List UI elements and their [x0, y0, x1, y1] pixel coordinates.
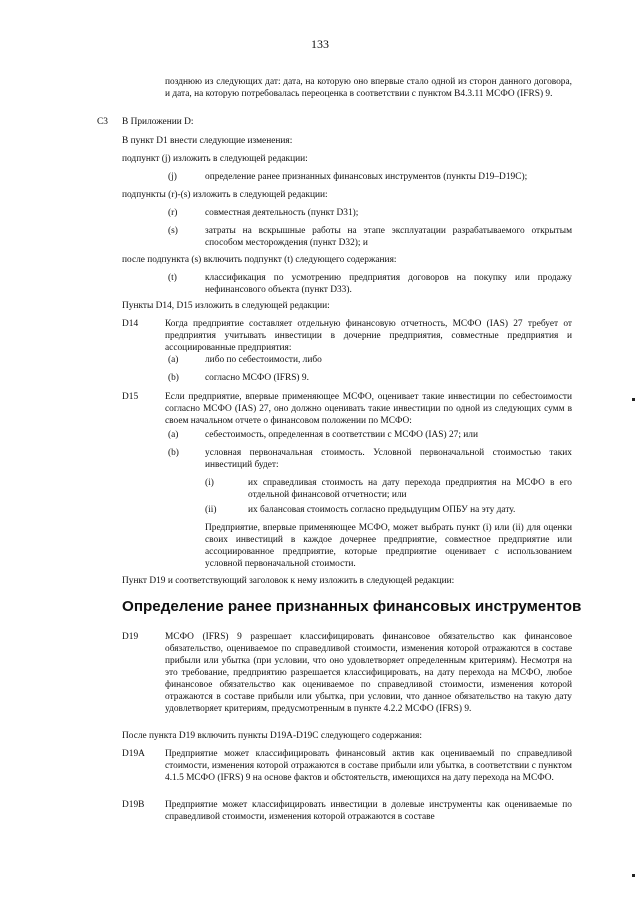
item-text-r: совместная деятельность (пункт D31); — [205, 208, 359, 218]
para-text-d15: Если предприятие, впервые применяющее МСФО, оценивает такие инвестиции по себестоимости согласно МСФО (IAS) 27, оно должно оценивать такие инвестиции по одной из следующих сумм в своем начальном отчете о финансовом положении по МСФО: — [165, 392, 572, 426]
scan-mark — [632, 398, 635, 401]
instruction-d14-d15: Пункты D14, D15 изложить в следующей редакции: — [122, 301, 330, 311]
item-text-d15-a: себестоимость, определенная в соответствии с МСФО (IAS) 27; или — [205, 430, 478, 440]
item-text-d14-a: либо по себестоимости, либо — [205, 355, 322, 365]
instruction-d1: В пункт D1 внести следующие изменения: — [122, 136, 293, 146]
item-label-d15-i: (i) — [205, 478, 214, 488]
item-label-d15-b: (b) — [168, 448, 179, 458]
item-text-d14-b: согласно МСФО (IFRS) 9. — [205, 373, 309, 383]
item-text-d15-i: их справедливая стоимость на дату перехода предприятия на МСФО в его отдельной финансовой отчетности; или — [248, 478, 572, 500]
para-label-d15: D15 — [122, 392, 139, 402]
scan-mark — [632, 874, 635, 877]
para-text-d19a: Предприятие может классифицировать финансовый актив как оцениваемый по справедливой стоимости, изменения которой отражаются в составе прибыли или убытка, в соответствии с пунктом 4.1.5 МСФО (IFRS) 9 на основе фактов и обстоятельств, имеющихся на дату перехода на МСФО. — [165, 749, 572, 783]
para-text-d19: МСФО (IFRS) 9 разрешает классифицировать финансовое обязательство как финансовое обязательство, оцениваемое по справедливой стоимости, изменения которой отражаются в составе прибыли или убытка (при условии, что оно удовлетворяет определенным критериям). Несмотря на это требование, предприятию разрешается классифицировать, на дату перехода на МСФО, любое финансовое обязательство как оцениваемое по справедливой стоимости, изменения которой отражаются в составе прибыли или убытка, при условии, что данное обязательство на такую дату удовлетворяет критериям, предусмотренным в пункте 4.2.2 МСФО (IFRS) 9. — [165, 632, 572, 714]
para-label-d14: D14 — [122, 319, 139, 329]
section-title-c3: В Приложении D: — [122, 117, 194, 127]
item-label-s: (s) — [168, 226, 178, 236]
item-text-j: определение ранее признанных финансовых инструментов (пункты D19–D19C); — [205, 172, 528, 182]
section-label-c3: C3 — [97, 117, 108, 127]
item-label-t: (t) — [168, 273, 177, 283]
para-text-d14: Когда предприятие составляет отдельную финансовую отчетность, МСФО (IAS) 27 требует от предприятия учитывать инвестиции в дочерние предприятия, совместные предприятия и ассоциированные предприятия: — [165, 319, 572, 353]
instruction-sub-j: подпункт (j) изложить в следующей редакции: — [122, 154, 308, 164]
item-text-d15-b: условная первоначальная стоимость. Условной первоначальной стоимостью таких инвестиций будет: — [205, 448, 572, 470]
item-text-t: классификация по усмотрению предприятия договоров на покупку или продажу нефинансового объекта (пункт D33). — [205, 273, 572, 295]
instruction-sub-rs: подпункты (r)-(s) изложить в следующей редакции: — [122, 190, 328, 200]
section-heading: Определение ранее признанных финансовых инструментов — [122, 598, 582, 615]
para-label-d19: D19 — [122, 632, 139, 642]
instruction-sub-t: после подпункта (s) включить подпункт (t) следующего содержания: — [122, 255, 397, 265]
para-label-d19a: D19A — [122, 749, 145, 759]
item-label-r: (r) — [168, 208, 178, 218]
item-text-d15-ii: их балансовая стоимость согласно предыдущим ОПБУ на эту дату. — [248, 505, 516, 515]
para-text-d15-choice: Предприятие, впервые применяющее МСФО, может выбрать пункт (i) или (ii) для оценки своих инвестиций в каждое дочернее предприятие, совместное предприятие или ассоциированное предприятие, которые предприятие оценивает с использованием условной первоначальной стоимости. — [205, 523, 572, 569]
instruction-d19a-d19c: После пункта D19 включить пункты D19A-D19C следующего содержания: — [122, 731, 422, 741]
item-label-d15-a: (a) — [168, 430, 179, 440]
item-label-d14-b: (b) — [168, 373, 179, 383]
continuation-paragraph: позднюю из следующих дат: дата, на которую оно впервые стало одной из сторон данного договора, и дата, на которую потребовалась переоценка в соответствии с пунктом B4.3.11 МСФО (IFRS) 9. — [165, 77, 572, 99]
item-label-d15-ii: (ii) — [205, 505, 217, 515]
item-text-s: затраты на вскрышные работы на этапе эксплуатации разрабатываемого открытым способом месторождения (пункт D32); и — [205, 226, 572, 248]
item-label-d14-a: (a) — [168, 355, 179, 365]
item-label-j: (j) — [168, 172, 177, 182]
instruction-d19: Пункт D19 и соответствующий заголовок к нему изложить в следующей редакции: — [122, 576, 455, 586]
page-number: 133 — [311, 37, 329, 51]
para-text-d19b: Предприятие может классифицировать инвестиции в долевые инструменты как оцениваемые по справедливой стоимости, изменения которой отражаются в составе — [165, 800, 572, 822]
para-label-d19b: D19B — [122, 800, 145, 810]
